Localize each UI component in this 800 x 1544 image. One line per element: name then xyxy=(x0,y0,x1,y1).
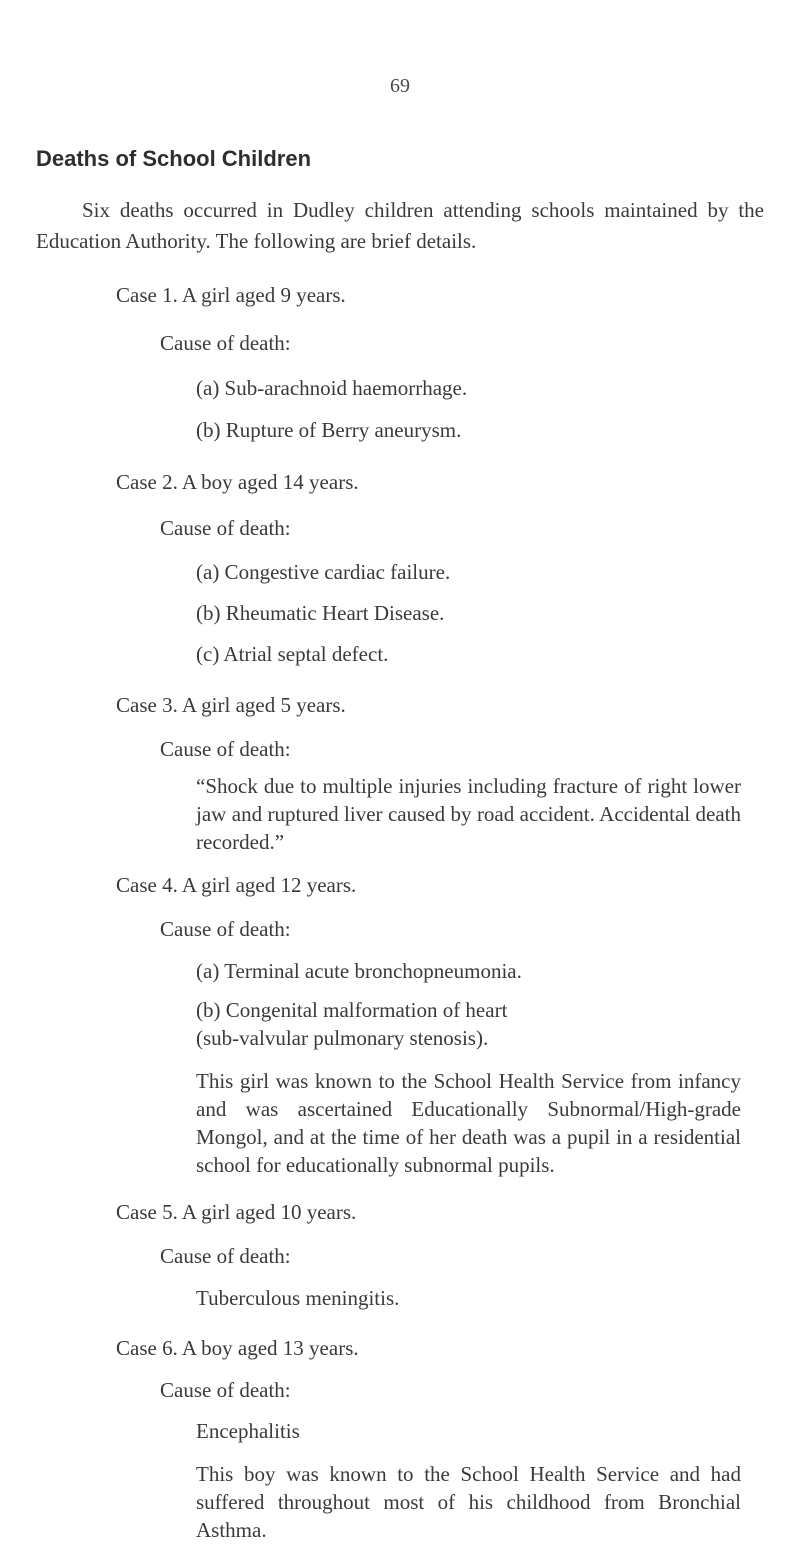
case-4-cause-a: (a) Terminal acute bronchopneumonia. xyxy=(196,959,522,983)
case-1-title: Case 1. A girl aged 9 years. xyxy=(116,283,346,307)
case-1-cause-label: Cause of death: xyxy=(160,331,291,355)
case-4-cause-label: Cause of death: xyxy=(160,917,291,941)
page-heading: Deaths of School Children xyxy=(36,146,312,171)
case-5-cause: Tuberculous meningitis. xyxy=(196,1286,400,1310)
case-2-cause-c: (c) Atrial septal defect. xyxy=(196,642,389,666)
case-1-cause-a: (a) Sub-arachnoid haemorrhage. xyxy=(196,376,468,400)
case-6-cause: Encephalitis xyxy=(196,1419,300,1443)
case-4-note: This girl was known to the School Health Service from infancy and was ascertained Educationally Subnormal/High-grade Mongol, and at the time of her death was a pupil in a residential school for educationally subnormal pupils. xyxy=(196,1069,741,1177)
case-2-title: Case 2. A boy aged 14 years. xyxy=(116,470,359,494)
case-3-title: Case 3. A girl aged 5 years. xyxy=(116,693,346,717)
case-6-cause-label: Cause of death: xyxy=(160,1378,291,1402)
case-2-cause-b: (b) Rheumatic Heart Disease. xyxy=(196,601,445,625)
case-6-title: Case 6. A boy aged 13 years. xyxy=(116,1336,359,1360)
case-3-cause-label: Cause of death: xyxy=(160,737,291,761)
case-2-cause-a: (a) Congestive cardiac failure. xyxy=(196,560,451,584)
case-4-cause-b-detail: (sub-valvular pulmonary stenosis). xyxy=(196,1026,489,1050)
case-4-cause-b: (b) Congenital malformation of heart xyxy=(196,998,508,1022)
case-1-cause-b: (b) Rupture of Berry aneurysm. xyxy=(196,418,462,442)
case-4-title: Case 4. A girl aged 12 years. xyxy=(116,873,357,897)
intro-paragraph: Six deaths occurred in Dudley children attending schools maintained by the Education Authority. The following are brief details. xyxy=(36,198,764,253)
page-number: 69 xyxy=(390,75,410,97)
case-6-note: This boy was known to the School Health Service and had suffered throughout most of his childhood from Bronchial Asthma. xyxy=(196,1462,741,1542)
case-5-cause-label: Cause of death: xyxy=(160,1244,291,1268)
case-5-title: Case 5. A girl aged 10 years. xyxy=(116,1200,357,1224)
case-2-cause-label: Cause of death: xyxy=(160,516,291,540)
case-3-cause-text: “Shock due to multiple injuries including fracture of right lower jaw and ruptured liver caused by road accident. Accidental death recorded.” xyxy=(196,774,741,854)
